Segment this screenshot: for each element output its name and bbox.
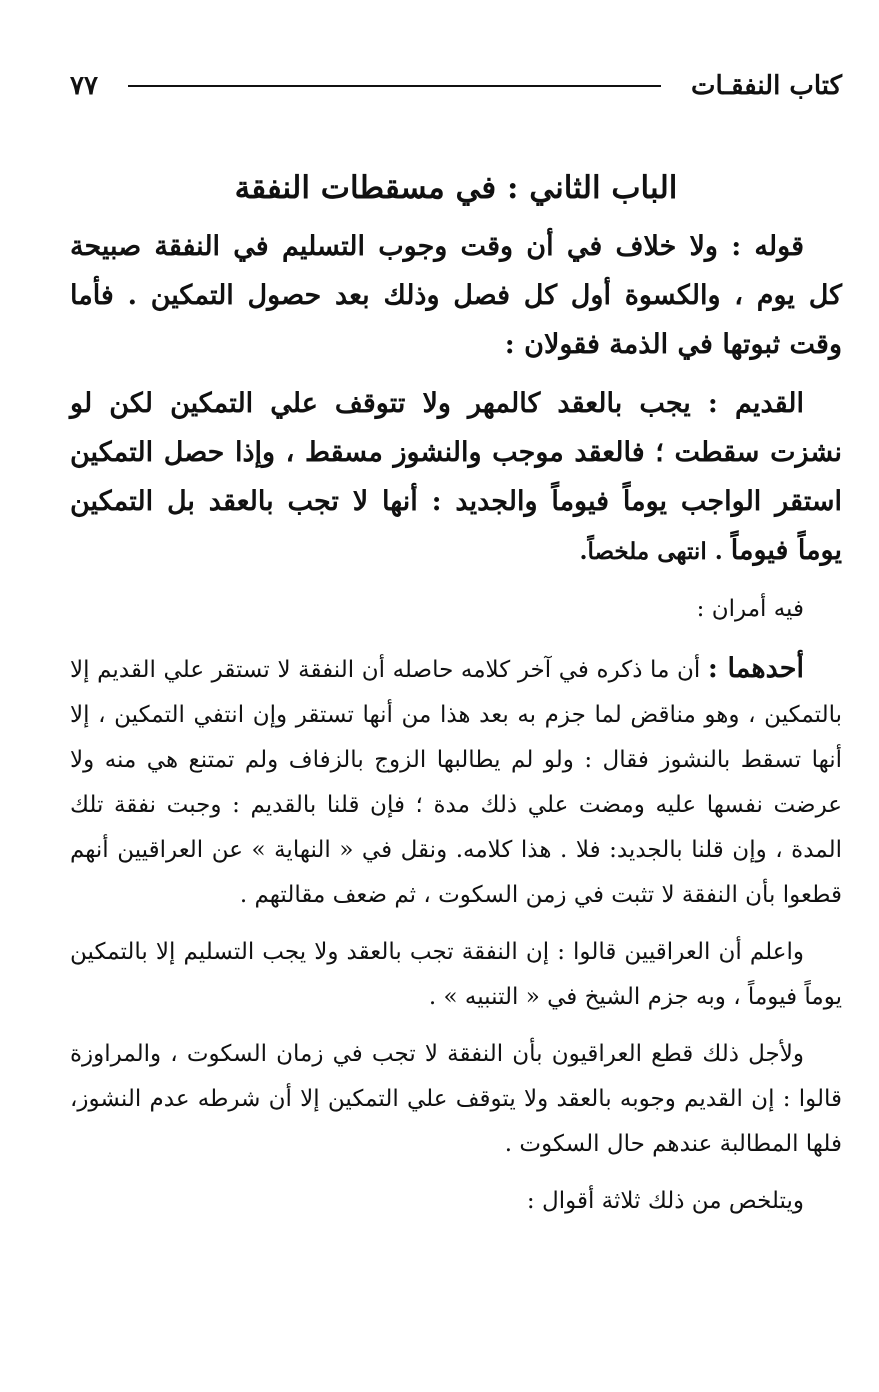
paragraph-2-text: القديم : يجب بالعقد كالمهر ولا تتوقف علي التمكين لكن لو نشزت سقطت ؛ فالعقد موجب والنشوز مسقط ، وإذا حصل التمكين استقر الواجب يوماً فيوماً والجديد : أنها لا تجب بالعقد بل التمكين يوماً فيوماً [70,388,842,566]
paragraph-4-text: أن ما ذكره في آخر كلامه حاصله أن النفقة لا تستقر علي القديم إلا بالتمكين ، وهو مناقض لما جزم به بعد هذا من أنها تستقر وإن انتفي التمكين ، إلا أنها تسقط بالنشوز فقال : ولو لم يطالبها الزوج بالزفاف ولم تمتنع هي منه ولا عرضت نفسها عليه ومضت علي ذلك مدة ؛ فإن قلنا بالقديم : وجبت نفقة تلك المدة ، وإن قلنا بالجديد: فلا . هذا كلامه. ونقل في « النهاية » عن العراقيين أنهم قطعوا بأن النفقة لا تثبت في زمن السكوت ، ثم ضعف مقالتهم . [70,657,842,908]
paragraph-2 [70,379,842,575]
page-header [70,60,842,112]
paragraph-6-text: ولأجل ذلك قطع العراقيون بأن النفقة لا تجب في زمان السكوت ، والمراوزة قالوا : إن القديم وجوبه بالعقد ولا يتوقف علي التمكين إلا أن شرطه عدم النشوز، فلها المطالبة عندهم حال السكوت . [70,1041,842,1157]
book-page [70,60,842,1340]
paragraph-3-text: فيه أمران : [696,596,804,622]
paragraph-7 [70,1179,842,1224]
paragraph-6 [70,1032,842,1167]
header-rule [128,85,661,87]
paragraph-4-lead: أحدهما : [707,653,804,684]
paragraph-3 [70,587,842,632]
paragraph-1-text: قوله : ولا خلاف في أن وقت وجوب التسليم في النفقة صبيحة كل يوم ، والكسوة أول كل فصل وذلك بعد حصول التمكين . فأما وقت ثبوتها في الذمة فقولان : [70,231,842,360]
paragraph-5-text: واعلم أن العراقيين قالوا : إن النفقة تجب بالعقد ولا يجب التسليم إلا بالتمكين يوماً فيوماً ، وبه جزم الشيخ في « التنبيه » . [70,939,842,1010]
running-book-title: كتاب النفقـات [691,71,842,101]
paragraph-2-tail: . انتهى ملخصاً. [579,538,731,565]
paragraph-4 [70,644,842,918]
chapter-title: الباب الثاني : في مسقطات النفقة [234,170,678,206]
page-number: ٧٧ [70,71,98,101]
paragraph-7-text: ويتلخص من ذلك ثلاثة أقوال : [526,1188,804,1214]
paragraph-1 [70,222,842,369]
paragraph-5 [70,930,842,1020]
